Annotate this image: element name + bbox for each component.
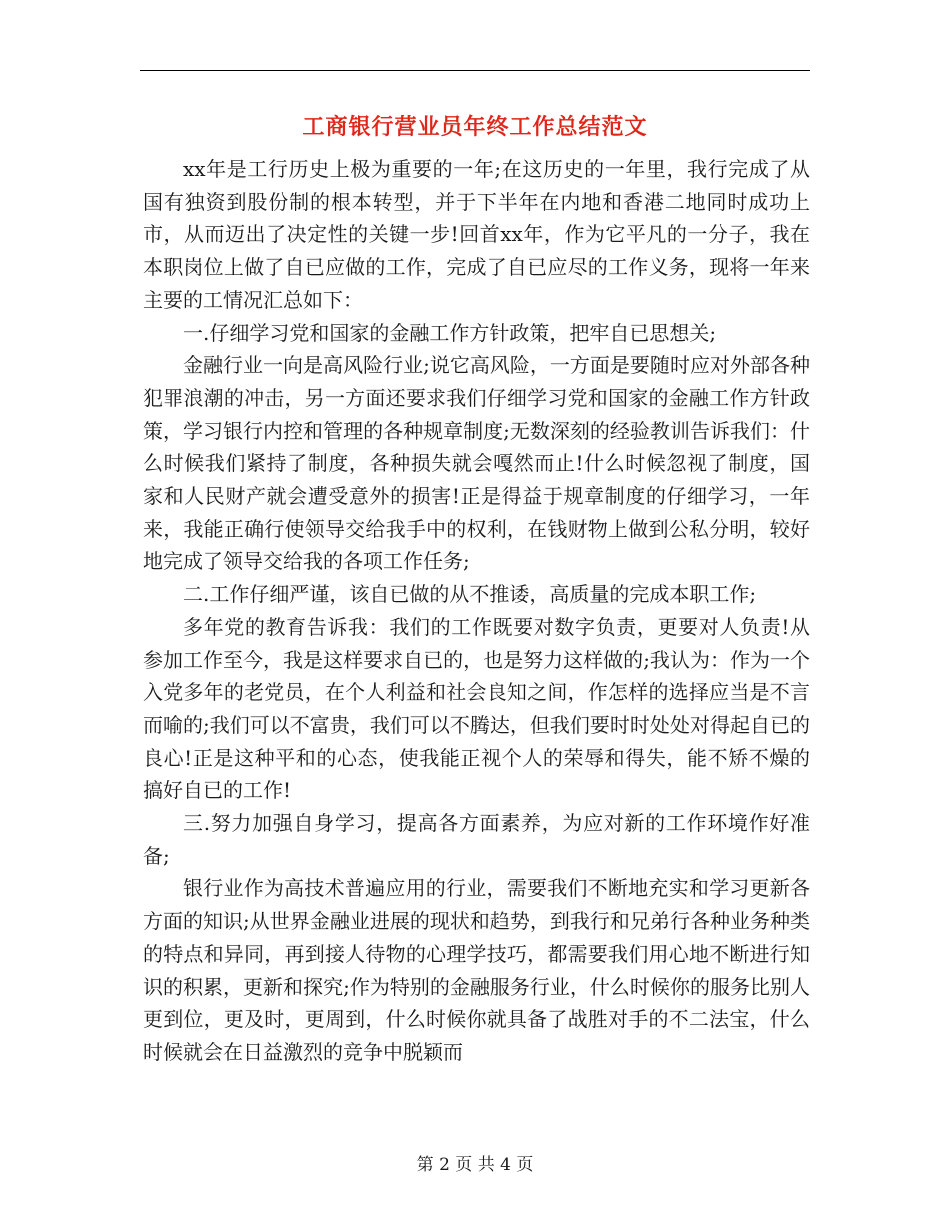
document-title: 工商银行营业员年终工作总结范文	[302, 114, 648, 140]
page-footer	[0, 1153, 950, 1177]
section-heading-1: 一.仔细学习党和国家的金融工作方针政策，把牢自已思想关;	[183, 320, 717, 345]
paragraph-intro: xx年是工行历史上极为重要的一年;在这历史的一年里，我行完成了从国有独资到股份制的根本转型，并于下半年在内地和香港二地同时成功上市，从而迈出了决定性的关键一步!回首xx年，作为它平凡的一分子，我在本职岗位上做了自已应做的工作，完成了自已应尽的工作义务，现将一年来主要的工情况汇总如下：	[143, 157, 810, 312]
page-number: 第 2 页 共 4 页	[416, 1155, 534, 1175]
paragraph-section-3: 银行业作为高技术普遍应用的行业，需要我们不断地充实和学习更新各方面的知识;从世界金融业进展的现状和趋势，到我行和兄弟行各种业务种类的特点和异同，再到接人待物的心理学技巧，都需要我们用心地不断进行知识的积累，更新和探究;作为特别的金融服务行业，什么时候你的服务比别人更到位，更及时，更周到，什么时候你就具备了战胜对手的不二法宝，什么时候就会在日益激烈的竞争中脱颖而	[143, 876, 810, 1064]
section-heading-2: 二.工作仔细严谨，该自已做的从不推诿，高质量的完成本职工作;	[183, 582, 757, 607]
document-body	[143, 153, 810, 1069]
paragraph-section-2: 多年党的教育告诉我：我们的工作既要对数字负责，更要对人负责!从参加工作至今，我是这样要求自已的，也是努力这样做的;我认为：作为一个入党多年的老党员，在个人利益和社会良知之间，作怎样的选择应当是不言而喻的;我们可以不富贵，我们可以不腾达，但我们要时时处处对得起自已的良心!正是这种平和的心态，使我能正视个人的荣辱和得失，能不矫不燥的搞好自已的工作!	[143, 614, 810, 803]
section-heading-3: 三.努力加强自身学习，提高各方面素养，为应对新的工作环境作好准备;	[143, 811, 810, 868]
header-rule	[140, 70, 810, 71]
paragraph-section-1: 金融行业一向是高风险行业;说它高风险，一方面是要随时应对外部各种犯罪浪潮的冲击，另一方面还要求我们仔细学习党和国家的金融工作方针政策，学习银行内控和管理的各种规章制度;无数深刻的经验教训告诉我们：什么时候我们紧持了制度，各种损失就会嘎然而止!什么时候忽视了制度，国家和人民财产就会遭受意外的损害!正是得益于规章制度的仔细学习，一年来，我能正确行使领导交给我手中的权利，在钱财物上做到公私分明，较好地完成了领导交给我的各项工作任务;	[143, 353, 810, 574]
